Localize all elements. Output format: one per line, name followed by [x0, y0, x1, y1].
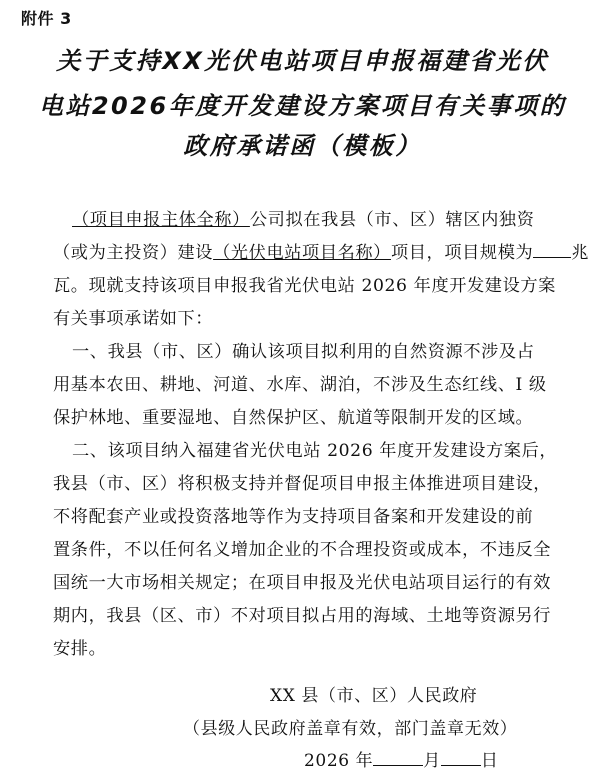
body-line: [72, 205, 592, 235]
body-line: [53, 238, 590, 268]
body-text: 公司拟在我县（市、区）辖区内独资: [249, 210, 535, 230]
date-year: 2026 年: [304, 751, 374, 771]
title-line-3: 政府承诺函（模板）: [183, 132, 422, 160]
paragraph-2-line: 期内，我县（区、市）不对项目拟占用的海域、土地等资源另行: [53, 606, 552, 626]
seal-note: （县级人民政府盖章有效，部门盖章无效）: [183, 719, 518, 739]
paragraph-2-line: 二、该项目纳入福建省光伏电站 2026 年度开发建设方案后，: [72, 441, 558, 461]
paragraph-2-line: 不将配套产业或投资落地等作为支持项目备案和开发建设的前: [53, 507, 534, 527]
scale-blank: [533, 239, 571, 258]
paragraph-1-line: 用基本农田、耕地、河道、水库、湖泊，不涉及生态红线、I 级: [53, 375, 547, 395]
paragraph-2-line: 置条件，不以任何名义增加企业的不合理投资或成本，不违反全: [53, 540, 552, 560]
paragraph-1-line: 一、我县（市、区）确认该项目拟利用的自然资源不涉及占: [72, 342, 535, 362]
date-month: 月: [423, 751, 441, 771]
date-day: 日: [480, 751, 499, 771]
paragraph-2-line: 我县（市、区）将积极支持并督促项目申报主体推进项目建设，: [53, 474, 552, 494]
body-line: 瓦。现就支持该项目申报我省光伏电站 2026 年度开发建设方案: [53, 276, 556, 296]
title-line-2: 电站2026年度开发建设方案项目有关事项的: [38, 92, 567, 120]
applicant-name-placeholder: （项目申报主体全称）: [72, 210, 250, 230]
body-text: 兆: [571, 243, 590, 263]
month-blank: [373, 747, 423, 766]
title-line-1: 关于支持XX光伏电站项目申报福建省光伏: [56, 47, 549, 75]
paragraph-2-line: 安排。: [53, 639, 107, 659]
body-line: 有关事项承诺如下：: [53, 309, 214, 329]
paragraph-2-line: 国统一大市场相关规定；在项目申报及光伏电站项目运行的有效: [53, 573, 552, 593]
body-text: 项目，项目规模为: [390, 243, 534, 263]
signing-government: XX 县（市、区）人民政府: [270, 686, 478, 706]
body-text: （或为主投资）建设: [53, 243, 214, 263]
project-name-placeholder: （光伏电站项目名称）: [213, 243, 391, 263]
signing-date: [304, 746, 499, 776]
day-blank: [441, 747, 481, 766]
paragraph-1-line: 保护林地、重要湿地、自然保护区、航道等限制开发的区域。: [53, 408, 534, 428]
attachment-label: 附件 3: [21, 9, 72, 28]
